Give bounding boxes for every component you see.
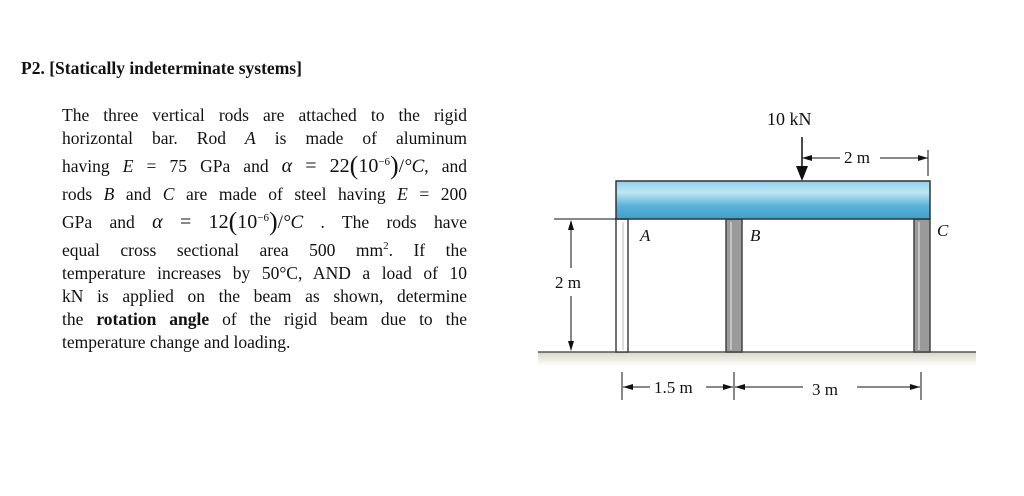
ground [538, 352, 976, 366]
statement-line-1: The three vertical rods are attached to the rigid [62, 105, 467, 125]
rod-label-a: A [640, 226, 651, 245]
statement-line-3: having E = 75 GPa and $\alpha = 22(10^{-6})/^\circ C$, and [62, 151, 467, 180]
rod-label-c: C [937, 221, 949, 240]
load-offset-label: 2 m [844, 148, 870, 167]
statement-line-4: rods B and C are made of steel having E = 200 [62, 184, 468, 204]
span-ab-label: 1.5 m [654, 378, 693, 397]
span-bc-label: 3 m [812, 380, 838, 399]
height-label: 2 m [555, 273, 581, 292]
rod-label-b: B [750, 226, 761, 245]
statement-line-5: GPa and $\alpha = 12(10^{-6})/^\circ C$ . The rods have [62, 207, 467, 236]
rod-b [726, 219, 742, 352]
statement-line-8: kN is applied on the beam as shown, determine [62, 286, 467, 306]
statement-line-6: equal cross sectional area 500 $mm^2$. If the [62, 240, 467, 260]
rod-c [914, 219, 930, 352]
statement-line-9: the rotation angle of the rigid beam due to the [62, 309, 468, 329]
rigid-beam [616, 181, 930, 219]
load-label: 10 kN [767, 109, 812, 129]
statement-line-2: horizontal bar. Rod A is made of aluminum [62, 128, 467, 148]
rod-a [616, 219, 628, 352]
statement-line-7: temperature increases by 50°C, AND a load of 10 [62, 263, 467, 283]
statement-line-10: temperature change and loading. [62, 332, 291, 352]
problem-title: P2. [Statically indeterminate systems] [21, 58, 302, 78]
